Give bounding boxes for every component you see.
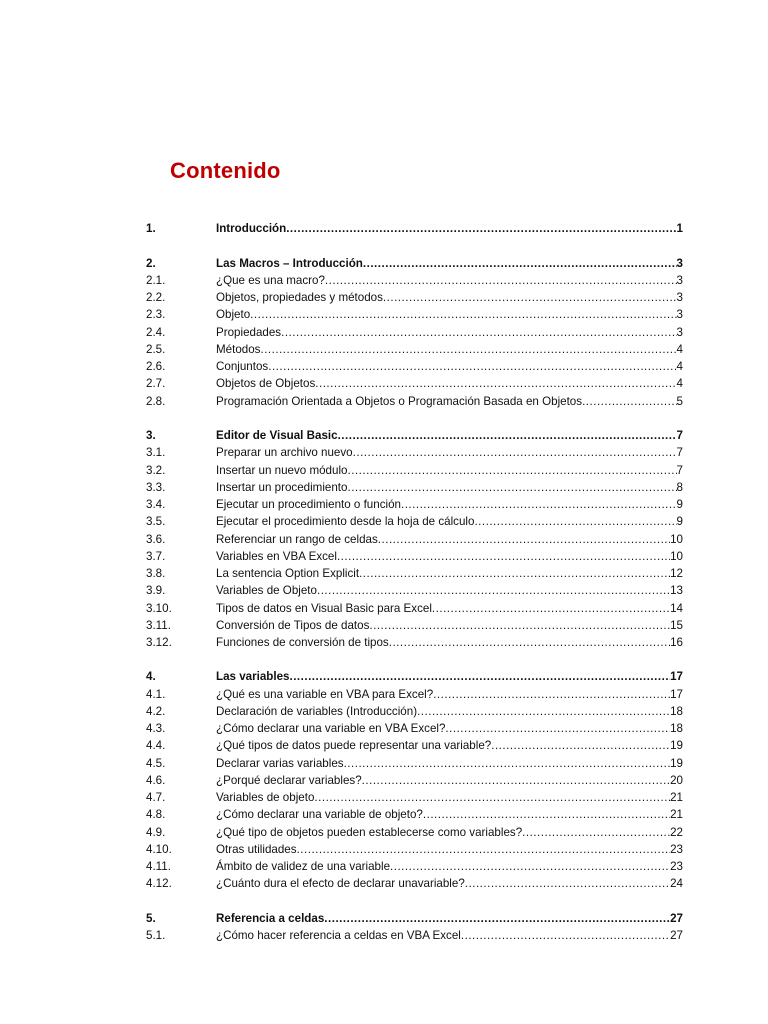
toc-label: Métodos [216, 343, 261, 356]
toc-section-row[interactable] [146, 514, 683, 530]
toc-chapter-row[interactable] [146, 221, 683, 237]
toc-label: Introducción [216, 222, 287, 235]
toc-page-number: 4 [676, 343, 683, 356]
toc-section-row[interactable] [146, 445, 683, 461]
toc-section-row[interactable] [146, 463, 683, 479]
toc-leader-dots [325, 273, 677, 289]
toc-leader-dots [347, 463, 676, 479]
toc-number: 4.8. [146, 808, 166, 821]
toc-label: La sentencia Option Explicit [216, 567, 360, 580]
toc-page-number: 3 [676, 257, 683, 270]
toc-leader-dots [362, 773, 670, 789]
toc-number: 4.3. [146, 722, 166, 735]
toc-leader-dots [401, 497, 677, 513]
toc-label: Programación Orientada a Objetos o Programación Basada en Objetos [216, 395, 583, 408]
toc-section-row[interactable] [146, 480, 683, 496]
toc-label: Objetos, propiedades y métodos [216, 291, 383, 304]
toc-section-row[interactable] [146, 790, 683, 806]
toc-chapter-row[interactable] [146, 428, 683, 444]
toc-page-number: 27 [670, 912, 683, 925]
toc-page-number: 27 [670, 929, 683, 942]
toc-label: Ámbito de validez de una variable [216, 860, 391, 873]
toc-section-row[interactable] [146, 376, 683, 392]
toc-label: Propiedades [216, 326, 282, 339]
toc-leader-dots [286, 221, 676, 237]
toc-label: Referenciar un rango de celdas [216, 533, 378, 546]
toc-label: Las Macros – Introducción [216, 257, 363, 270]
toc-leader-dots [260, 342, 676, 358]
toc-label: Tipos de datos en Visual Basic para Excel [216, 602, 432, 615]
toc-section-row[interactable] [146, 549, 683, 565]
toc-number: 4.1. [146, 688, 166, 701]
toc-page-number: 9 [676, 498, 683, 511]
toc-entry [216, 859, 683, 875]
toc-leader-dots [347, 480, 676, 496]
toc-section-row[interactable] [146, 773, 683, 789]
toc-entry [216, 738, 683, 754]
toc-entry [216, 394, 683, 410]
toc-entry [216, 342, 683, 358]
toc-leader-dots [281, 325, 676, 341]
toc-section-row[interactable] [146, 704, 683, 720]
toc-page-number: 7 [676, 429, 683, 442]
toc-number: 4.9. [146, 826, 166, 839]
toc-number: 3.10. [146, 602, 172, 615]
toc-section-row[interactable] [146, 342, 683, 358]
toc-number: 2.1. [146, 274, 166, 287]
toc-label: ¿Cómo declarar una variable de objeto? [216, 808, 423, 821]
toc-section-row[interactable] [146, 325, 683, 341]
toc-page-number: 18 [670, 722, 683, 735]
toc-leader-dots [297, 842, 671, 858]
toc-entry [216, 583, 683, 599]
toc-number: 3.4. [146, 498, 166, 511]
toc-entry [216, 566, 683, 582]
toc-page-number: 23 [670, 860, 683, 873]
toc-leader-dots [582, 394, 676, 410]
toc-leader-dots [250, 307, 676, 323]
toc-label: Conversión de Tipos de datos [216, 619, 370, 632]
toc-leader-dots [353, 445, 677, 461]
toc-number: 4.11. [146, 860, 171, 873]
toc-number: 3.11. [146, 619, 171, 632]
toc-page-number: 8 [676, 481, 683, 494]
toc-entry [216, 325, 683, 341]
toc-section-row[interactable] [146, 876, 683, 892]
toc-leader-dots [359, 566, 670, 582]
toc-number: 2.2. [146, 291, 166, 304]
toc-section-row[interactable] [146, 635, 683, 651]
toc-section-row[interactable] [146, 532, 683, 548]
toc-number: 2.3. [146, 308, 166, 321]
toc-number: 3.2. [146, 464, 166, 477]
toc-number: 4.4. [146, 739, 166, 752]
toc-leader-dots [369, 618, 670, 634]
toc-leader-dots [423, 807, 670, 823]
toc-entry [216, 704, 683, 720]
toc-chapter-row[interactable] [146, 256, 683, 272]
toc-leader-dots [474, 514, 676, 530]
toc-leader-dots [268, 359, 676, 375]
toc-leader-dots [289, 669, 670, 685]
toc-page-number: 13 [670, 584, 683, 597]
toc-number: 2.5. [146, 343, 166, 356]
toc-label: ¿Que es una macro? [216, 274, 325, 287]
toc-page-number: 12 [670, 567, 683, 580]
toc-entry [216, 618, 683, 634]
toc-section-row[interactable] [146, 807, 683, 823]
toc-page-number: 23 [670, 843, 683, 856]
toc-page-number: 3 [676, 291, 683, 304]
toc-entry [216, 756, 683, 772]
toc-leader-dots [363, 256, 677, 272]
toc-number: 2.7. [146, 377, 166, 390]
toc-label: Insertar un nuevo módulo [216, 464, 348, 477]
toc-page-number: 19 [670, 757, 683, 770]
toc-page-number: 3 [676, 308, 683, 321]
toc-entry [216, 807, 683, 823]
toc-entry [216, 428, 683, 444]
toc-entry [216, 359, 683, 375]
toc-leader-dots [314, 790, 670, 806]
toc-page-number: 16 [670, 636, 683, 649]
toc-page-number: 7 [676, 464, 683, 477]
toc-leader-dots [315, 376, 676, 392]
toc-label: Referencia a celdas [216, 912, 325, 925]
toc-page-number: 24 [670, 877, 683, 890]
toc-page-number: 3 [676, 274, 683, 287]
toc-label: Las variables [216, 670, 290, 683]
toc-entry [216, 256, 683, 272]
toc-number: 4.2. [146, 705, 166, 718]
toc-leader-dots [378, 532, 670, 548]
toc-number: 3.9. [146, 584, 166, 597]
toc-entry [216, 221, 683, 237]
toc-section-row[interactable] [146, 756, 683, 772]
toc-label: Variables de objeto [216, 791, 315, 804]
toc-label: Variables de Objeto [216, 584, 317, 597]
toc-label: ¿Cuánto dura el efecto de declarar unavariable? [216, 877, 465, 890]
toc-label: ¿Porqué declarar variables? [216, 774, 362, 787]
toc-entry [216, 669, 683, 685]
toc-section-row[interactable] [146, 928, 683, 944]
toc-number: 3. [146, 429, 156, 442]
toc-label: Insertar un procedimiento [216, 481, 348, 494]
toc-number: 3.3. [146, 481, 166, 494]
toc-number: 3.1. [146, 446, 166, 459]
toc-page-number: 15 [670, 619, 683, 632]
toc-label: Variables en VBA Excel [216, 550, 337, 563]
toc-label: ¿Qué es una variable en VBA para Excel? [216, 688, 434, 701]
toc-entry [216, 790, 683, 806]
toc-entry [216, 532, 683, 548]
toc-page-number: 19 [670, 739, 683, 752]
toc-page-number: 1 [676, 222, 683, 235]
toc-label: Conjuntos [216, 360, 269, 373]
toc-label: ¿Qué tipos de datos puede representar una variable? [216, 739, 492, 752]
toc-page-number: 14 [670, 602, 683, 615]
toc-number: 2. [146, 257, 156, 270]
toc-leader-dots [522, 825, 670, 841]
toc-leader-dots [461, 928, 670, 944]
toc-entry [216, 273, 683, 289]
toc-number: 5. [146, 912, 156, 925]
toc-page-number: 18 [670, 705, 683, 718]
toc-label: Objetos de Objetos [216, 377, 316, 390]
toc-entry [216, 497, 683, 513]
toc-number: 4.7. [146, 791, 166, 804]
toc-leader-dots [324, 911, 670, 927]
toc-entry [216, 549, 683, 565]
toc-entry [216, 445, 683, 461]
toc-number: 2.8. [146, 395, 166, 408]
toc-page-number: 9 [676, 515, 683, 528]
toc-page-number: 4 [676, 377, 683, 390]
toc-section-row[interactable] [146, 842, 683, 858]
toc-section-row[interactable] [146, 825, 683, 841]
toc-entry [216, 721, 683, 737]
toc-page-number: 21 [670, 808, 683, 821]
toc-label: Funciones de conversión de tipos [216, 636, 389, 649]
toc-number: 1. [146, 222, 156, 235]
toc-label: ¿Qué tipo de objetos pueden establecerse como variables? [216, 826, 523, 839]
toc-section-row[interactable] [146, 583, 683, 599]
toc-label: Declaración de variables (Introducción) [216, 705, 418, 718]
toc-label: ¿Cómo hacer referencia a celdas en VBA Excel [216, 929, 461, 942]
toc-leader-dots [491, 738, 670, 754]
toc-entry [216, 463, 683, 479]
toc-leader-dots [433, 687, 670, 703]
toc-label: ¿Cómo declarar una variable en VBA Excel? [216, 722, 446, 735]
toc-section-row[interactable] [146, 497, 683, 513]
toc-leader-dots [465, 876, 670, 892]
toc-number: 4.10. [146, 843, 172, 856]
toc-entry [216, 928, 683, 944]
toc-page-number: 10 [670, 550, 683, 563]
toc-section-row[interactable] [146, 273, 683, 289]
toc-number: 4.6. [146, 774, 166, 787]
toc-label: Editor de Visual Basic [216, 429, 338, 442]
toc-section-row[interactable] [146, 290, 683, 306]
toc-label: Preparar un archivo nuevo [216, 446, 353, 459]
toc-entry [216, 635, 683, 651]
toc-page-number: 21 [670, 791, 683, 804]
toc-page-number: 17 [670, 688, 683, 701]
toc-entry [216, 842, 683, 858]
page-title: Contenido [170, 158, 281, 183]
toc-number: 5.1. [146, 929, 166, 942]
toc-page-number: 17 [670, 670, 683, 683]
toc-leader-dots [338, 428, 677, 444]
toc-entry [216, 290, 683, 306]
toc-number: 3.6. [146, 533, 166, 546]
toc-section-row[interactable] [146, 359, 683, 375]
toc-label: Otras utilidades [216, 843, 297, 856]
toc-number: 3.5. [146, 515, 166, 528]
toc-label: Ejecutar un procedimiento o función [216, 498, 401, 511]
toc-page-number: 3 [676, 326, 683, 339]
toc-number: 3.7. [146, 550, 166, 563]
toc-entry [216, 307, 683, 323]
toc-entry [216, 825, 683, 841]
toc-section-row[interactable] [146, 601, 683, 617]
toc-number: 4. [146, 670, 156, 683]
toc-label: Objeto [216, 308, 251, 321]
toc-number: 4.5. [146, 757, 166, 770]
toc-page-number: 5 [676, 395, 683, 408]
toc-page-number: 10 [670, 533, 683, 546]
toc-section-row[interactable] [146, 307, 683, 323]
toc-entry [216, 514, 683, 530]
toc-chapter-row[interactable] [146, 911, 683, 927]
toc-leader-dots [337, 549, 670, 565]
toc-number: 3.8. [146, 567, 166, 580]
toc-section-row[interactable] [146, 687, 683, 703]
toc-number: 2.4. [146, 326, 166, 339]
toc-section-row[interactable] [146, 618, 683, 634]
toc-entry [216, 911, 683, 927]
toc-leader-dots [445, 721, 670, 737]
toc-leader-dots [417, 704, 670, 720]
toc-number: 4.12. [146, 877, 172, 890]
toc-leader-dots [317, 583, 670, 599]
toc-section-row[interactable] [146, 721, 683, 737]
toc-page-number: 22 [670, 826, 683, 839]
toc-leader-dots [344, 756, 671, 772]
toc-label: Ejecutar el procedimiento desde la hoja de cálculo [216, 515, 475, 528]
toc-section-row[interactable] [146, 738, 683, 754]
toc-page-number: 7 [676, 446, 683, 459]
toc-section-row[interactable] [146, 859, 683, 875]
toc-page-number: 4 [676, 360, 683, 373]
toc-entry [216, 376, 683, 392]
toc-entry [216, 601, 683, 617]
toc-number: 2.6. [146, 360, 166, 373]
toc-entry [216, 773, 683, 789]
toc-section-row[interactable] [146, 394, 683, 410]
toc-entry [216, 480, 683, 496]
toc-label: Declarar varias variables [216, 757, 344, 770]
toc-section-row[interactable] [146, 566, 683, 582]
toc-entry [216, 687, 683, 703]
toc-number: 3.12. [146, 636, 172, 649]
toc-leader-dots [383, 290, 677, 306]
toc-chapter-row[interactable] [146, 669, 683, 685]
toc-page-number: 20 [670, 774, 683, 787]
toc-leader-dots [390, 859, 670, 875]
toc-leader-dots [389, 635, 670, 651]
toc-entry [216, 876, 683, 892]
toc-leader-dots [432, 601, 670, 617]
